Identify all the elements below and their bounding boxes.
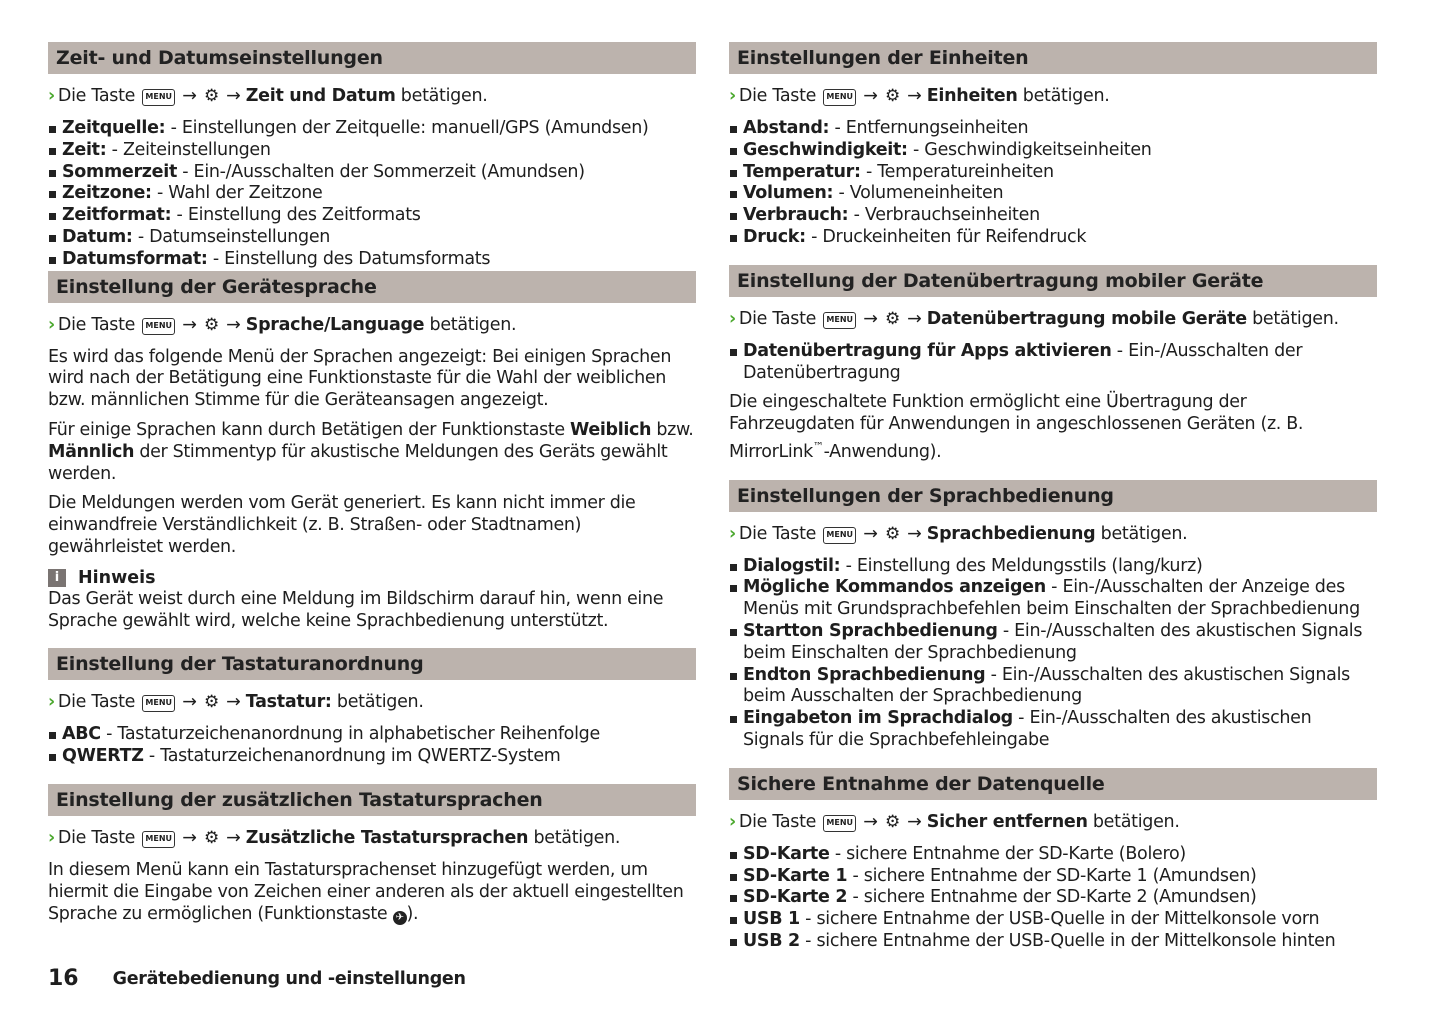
arrow-icon: → [858, 523, 883, 544]
settings-gear-icon: ⚙ [203, 314, 219, 335]
list-item [729, 866, 1377, 888]
item-term: Temperatur: [743, 161, 861, 182]
list-item [48, 140, 696, 162]
arrow-icon: → [901, 308, 927, 329]
instruction-step [48, 691, 696, 713]
step-suffix: betätigen. [424, 314, 517, 335]
section-tastatur [48, 648, 696, 768]
section-entnahme [729, 768, 1377, 953]
instruction-step [48, 827, 696, 849]
step-prefix: Die Taste [57, 86, 141, 106]
arrow-icon: → [220, 86, 246, 106]
step-suffix: betätigen. [1017, 86, 1110, 106]
list-item [48, 746, 696, 768]
section-title: Einstellungen der Sprachbedienung [729, 480, 1377, 512]
menu-key-icon: MENU [823, 312, 856, 329]
item-term: Eingabeton im Sprachdialog [743, 708, 1013, 729]
item-description: - sichere Entnahme der SD-Karte 1 (Amundsen) [847, 865, 1257, 886]
item-description: - Einstellung des Datumsformats [207, 248, 491, 269]
item-description: - Einstellung des Meldungsstils (lang/kurz) [840, 555, 1203, 576]
item-term: Datumsformat: [62, 248, 208, 269]
item-description: - Geschwindigkeitseinheiten [907, 139, 1152, 160]
arrow-icon: → [220, 827, 246, 848]
section-title: Einstellung der Tastaturanordnung [48, 648, 696, 680]
item-term: QWERTZ [62, 746, 144, 767]
arrow-icon: → [220, 314, 246, 335]
item-list [729, 556, 1377, 752]
arrow-icon: → [177, 86, 202, 106]
item-description: - sichere Entnahme der SD-Karte (Bolero) [829, 843, 1186, 864]
list-item [48, 205, 696, 227]
item-description: - sichere Entnahme der SD-Karte 2 (Amundsen) [847, 887, 1257, 908]
arrow-icon: → [901, 86, 927, 106]
right-column [729, 42, 1377, 961]
item-description: - Ein-/Ausschalten des akustischen Signals für die Sprachbefehleingabe [743, 708, 1312, 750]
info-icon: i [48, 569, 66, 587]
item-description: - Einstellung des Zeitformats [171, 205, 421, 226]
item-term: Mögliche Kommandos anzeigen [743, 577, 1046, 598]
list-item [48, 724, 696, 746]
chevron-right-icon: › [48, 692, 55, 713]
item-term: Startton Sprachbedienung [743, 620, 998, 641]
section-title: Einstellung der Datenübertragung mobiler Geräte [729, 265, 1377, 297]
step-target: Zusätzliche Tastatursprachen [245, 827, 529, 848]
list-item [729, 118, 1377, 140]
instruction-step [729, 523, 1377, 545]
menu-key-icon: MENU [142, 695, 175, 712]
item-term: Datum: [62, 226, 133, 247]
list-item [48, 227, 696, 249]
item-term: SD-Karte 1 [743, 865, 848, 886]
list-item [729, 931, 1377, 953]
page-number: 16 [48, 966, 79, 991]
step-target: Tastatur: [245, 692, 332, 713]
arrow-icon: → [858, 86, 883, 106]
chevron-right-icon: › [729, 308, 736, 329]
list-item [48, 183, 696, 205]
arrow-icon: → [220, 692, 246, 713]
item-term: SD-Karte [743, 843, 830, 864]
step-prefix: Die Taste [738, 86, 822, 106]
paragraph: Die eingeschaltete Funktion ermöglicht eine Übertragung der Fahrzeugdaten für Anwendungen in angeschlossenen Geräten (z. B. MirrorLink™-Anwendung). [729, 392, 1304, 462]
note-text: Das Gerät weist durch eine Meldung im Bildschirm darauf hin, wenn eine Sprache gewählt wird, welche keine Sprachbedienung unterstützt. [48, 588, 664, 631]
list-item [729, 621, 1377, 665]
item-term: Sommerzeit [62, 161, 178, 182]
settings-gear-icon: ⚙ [884, 523, 900, 544]
arrow-icon: → [901, 523, 927, 544]
menu-key-icon: MENU [142, 89, 175, 106]
list-item [729, 887, 1377, 909]
instruction-step [48, 85, 696, 107]
item-description: - Ein-/Ausschalten der Sommerzeit (Amundsen) [177, 161, 585, 182]
item-term: Endton Sprachbedienung [743, 664, 986, 685]
menu-key-icon: MENU [823, 89, 856, 106]
step-prefix: Die Taste [738, 523, 822, 544]
step-suffix: betätigen. [331, 692, 424, 713]
section-zusatz [48, 784, 696, 925]
step-suffix: betätigen. [1087, 811, 1180, 832]
section-sprache [48, 271, 696, 633]
menu-key-icon: MENU [823, 527, 856, 544]
arrow-icon: → [177, 827, 202, 848]
item-term: Zeit: [62, 139, 107, 160]
section-title: Einstellung der Gerätesprache [48, 271, 696, 303]
item-list [729, 118, 1377, 249]
menu-key-icon: MENU [142, 318, 175, 335]
settings-gear-icon: ⚙ [203, 827, 219, 848]
paragraph: Es wird das folgende Menü der Sprachen angezeigt: Bei einigen Sprachen wird nach der Betätigung eine Funktionstaste für die Wahl der weiblichen bzw. männlichen Stimme für die Geräteansagen angezeigt. [48, 346, 672, 411]
section-daten [729, 265, 1377, 464]
paragraph: Für einige Sprachen kann durch Betätigen der Funktionstaste Weiblich bzw. Männlich der Stimmentyp für akustische Meldungen des Geräts gewählt werden. [48, 419, 694, 484]
list-item [729, 577, 1377, 621]
note-title: Hinweis [78, 567, 156, 588]
chapter-title: Gerätebedienung und -einstellungen [112, 968, 466, 989]
globe-icon: ✈ [393, 911, 407, 925]
list-item [729, 909, 1377, 931]
section-title: Zeit- und Datumseinstellungen [48, 42, 696, 74]
arrow-icon: → [901, 811, 927, 832]
item-description: - Einstellungen der Zeitquelle: manuell/GPS (Amundsen) [165, 118, 649, 138]
item-description: - Tastaturzeichenanordnung im QWERTZ-System [143, 746, 561, 767]
item-term: ABC [62, 724, 101, 745]
item-description: - Ein-/Ausschalten der Anzeige des Menüs mit Grundsprachbefehlen beim Einschalten der Sprachbedienung [743, 577, 1360, 620]
chevron-right-icon: › [729, 86, 736, 106]
paragraph: In diesem Menü kann ein Tastatursprachenset hinzugefügt werden, um hiermit die Eingabe von Zeichen einer anderen als der aktuell eingestellten Sprache zu ermöglichen (Funktionstaste ✈ ). [48, 859, 684, 924]
list-item [729, 162, 1377, 184]
item-term: Zeitquelle: [62, 118, 166, 138]
list-item [729, 341, 1377, 385]
list-item [729, 183, 1377, 205]
instruction-step [48, 314, 696, 336]
item-description: - Zeiteinstellungen [106, 139, 271, 160]
instruction-step [729, 308, 1377, 330]
list-item [729, 227, 1377, 249]
step-prefix: Die Taste [57, 314, 141, 335]
item-description: - Ein-/Ausschalten des akustischen Signals beim Einschalten der Sprachbedienung [743, 620, 1363, 663]
item-list [729, 844, 1377, 953]
settings-gear-icon: ⚙ [203, 86, 219, 106]
item-description: - Datumseinstellungen [132, 226, 331, 247]
list-item [729, 556, 1377, 578]
chevron-right-icon: › [729, 523, 736, 544]
item-description: - Volumeneinheiten [833, 183, 1004, 204]
item-list [48, 118, 696, 271]
item-term: USB 2 [743, 930, 800, 951]
chevron-right-icon: › [729, 811, 736, 832]
item-term: Datenübertragung für Apps aktivieren [743, 340, 1112, 361]
menu-key-icon: MENU [823, 815, 856, 832]
settings-gear-icon: ⚙ [203, 692, 219, 713]
item-term: Geschwindigkeit: [743, 139, 908, 160]
section-zeit [48, 42, 696, 271]
arrow-icon: → [177, 692, 202, 713]
settings-gear-icon: ⚙ [884, 86, 900, 106]
item-description: - sichere Entnahme der USB-Quelle in der Mittelkonsole vorn [799, 909, 1320, 930]
item-description: - Tastaturzeichenanordnung in alphabetischer Reihenfolge [100, 724, 600, 745]
item-term: Zeitzone: [62, 183, 152, 204]
instruction-step [729, 85, 1377, 107]
item-description: - Temperatureinheiten [860, 161, 1054, 182]
arrow-icon: → [177, 314, 202, 335]
left-column [48, 42, 696, 933]
item-description: - Entfernungseinheiten [829, 118, 1029, 138]
item-term: Abstand: [743, 118, 830, 138]
item-list [48, 724, 696, 768]
item-description: - Ein-/Ausschalten des akustischen Signals beim Ausschalten der Sprachbedienung [743, 664, 1350, 707]
settings-gear-icon: ⚙ [884, 308, 900, 329]
step-target: Zeit und Datum [245, 86, 396, 106]
step-target: Sprache/Language [245, 314, 425, 335]
settings-gear-icon: ⚙ [884, 811, 900, 832]
arrow-icon: → [858, 308, 883, 329]
item-term: Druck: [743, 226, 806, 247]
note-header [48, 567, 696, 589]
section-title: Einstellung der zusätzlichen Tastatursprachen [48, 784, 696, 816]
step-prefix: Die Taste [738, 811, 822, 832]
step-prefix: Die Taste [57, 692, 141, 713]
item-term: Verbrauch: [743, 205, 849, 226]
item-description: - Verbrauchseinheiten [848, 205, 1040, 226]
list-item [48, 249, 696, 271]
step-suffix: betätigen. [395, 86, 488, 106]
step-target: Sprachbedienung [926, 523, 1096, 544]
item-description: - Ein-/Ausschalten der Datenübertragung [743, 340, 1303, 383]
arrow-icon: → [858, 811, 883, 832]
paragraph: Die Meldungen werden vom Gerät generiert. Es kann nicht immer die einwandfreie Verständlichkeit (z. B. Straßen- oder Stadtnamen) gewährleistet werden. [48, 493, 636, 557]
step-prefix: Die Taste [738, 308, 822, 329]
list-item [729, 140, 1377, 162]
page-footer [48, 966, 466, 991]
item-term: Zeitformat: [62, 205, 172, 226]
item-description: - sichere Entnahme der USB-Quelle in der Mittelkonsole hinten [799, 930, 1336, 951]
step-prefix: Die Taste [57, 827, 141, 848]
section-einheiten [729, 42, 1377, 249]
section-sprachbed [729, 480, 1377, 752]
menu-key-icon: MENU [142, 831, 175, 848]
chevron-right-icon: › [48, 86, 55, 106]
item-term: USB 1 [743, 909, 800, 930]
list-item [729, 844, 1377, 866]
step-target: Einheiten [926, 86, 1018, 106]
section-title: Sichere Entnahme der Datenquelle [729, 768, 1377, 800]
step-suffix: betätigen. [1095, 523, 1188, 544]
step-target: Datenübertragung mobile Geräte [926, 308, 1247, 329]
list-item [729, 205, 1377, 227]
item-list [729, 341, 1377, 385]
step-suffix: betätigen. [1246, 308, 1339, 329]
list-item [48, 162, 696, 184]
instruction-step [729, 811, 1377, 833]
item-description: - Wahl der Zeitzone [151, 183, 323, 204]
section-title: Einstellungen der Einheiten [729, 42, 1377, 74]
list-item [729, 708, 1377, 752]
item-term: Volumen: [743, 183, 834, 204]
step-suffix: betätigen. [528, 827, 621, 848]
item-description: - Druckeinheiten für Reifendruck [805, 226, 1087, 247]
step-target: Sicher entfernen [926, 811, 1088, 832]
chevron-right-icon: › [48, 827, 55, 848]
list-item [48, 118, 696, 140]
chevron-right-icon: › [48, 314, 55, 335]
item-term: SD-Karte 2 [743, 887, 848, 908]
item-term: Dialogstil: [743, 555, 841, 576]
list-item [729, 665, 1377, 709]
